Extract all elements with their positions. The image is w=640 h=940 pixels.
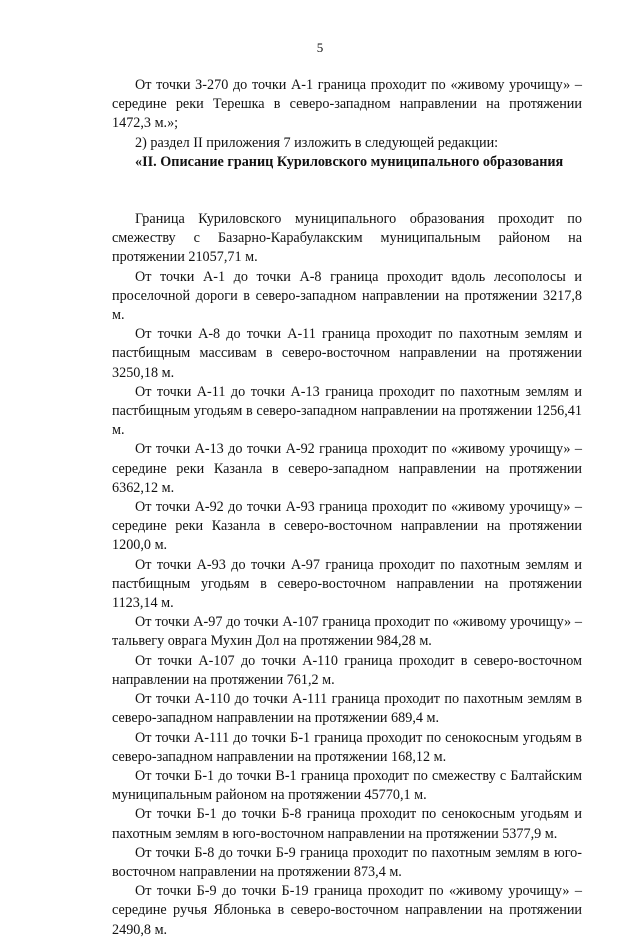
paragraph-boundary-intro: Граница Куриловского муниципального образования проходит по смежеству с Базарно-Карабулакским муниципальным районом на протяжении 21057,71 м. <box>112 211 582 266</box>
document-body <box>112 76 582 940</box>
paragraph-boundary-segment: От точки Б-1 до точки В-1 граница проходит по смежеству с Балтайским муниципальным районом на протяжении 45770,1 м. <box>112 767 582 804</box>
paragraph-boundary-segment: От точки А-93 до точки А-97 граница проходит по пахотным землям и пастбищным угодьям в северо-восточном направлении на протяжении 1123,14 м. <box>112 556 582 612</box>
paragraph-boundary-segment: От точки Б-1 до точки Б-8 граница проходит по сенокосным угодьям и пахотным землям в юго-восточном направлении на протяжении 5377,9 м. <box>112 806 582 842</box>
paragraph-boundary-segment: От точки А-111 до точки Б-1 граница проходит по сенокосным угодьям в северо-западном направлении на протяжении 168,12 м. <box>112 729 582 765</box>
paragraph-boundary-segment: От точки А-13 до точки А-92 граница проходит по «живому урочищу» – середине реки Казанла в северо-западном направлении на протяжении 6362,12 м. <box>112 441 582 496</box>
paragraph-boundary-segment: От точки Б-9 до точки Б-19 граница проходит по «живому урочищу» – середине ручья Яблонька в северо-восточном направлении на протяжении 2490,8 м. <box>112 883 582 938</box>
page-number: 5 <box>316 40 324 55</box>
paragraph-boundary-segment: От точки А-11 до точки А-13 граница проходит по пахотным землям и пастбищным угодьям в северо-западном направлении на протяжении 1256,41 м. <box>112 383 582 439</box>
paragraph-section-instruction: 2) раздел II приложения 7 изложить в следующей редакции: <box>135 134 499 151</box>
paragraph-boundary-segment: От точки А-92 до точки А-93 граница проходит по «живому урочищу» – середине реки Казанла в северо-восточном направлении на протяжении 1200,0 м. <box>112 499 582 554</box>
paragraph-boundary-segment: От точки А-1 до точки А-8 граница проходит вдоль лесополосы и проселочной дороги в северо-западном направлении на протяжении 3217,8 м. <box>112 268 582 324</box>
section-heading: «II. Описание границ Куриловского муниципального образования <box>135 153 564 170</box>
paragraph-boundary-segment: От точки А-97 до точки А-107 граница проходит по «живому урочищу» – тальвегу оврага Мухин Дол на протяжении 984,28 м. <box>112 614 582 650</box>
paragraph-boundary-segment: От точки Б-8 до точки Б-9 граница проходит по пахотным землям в юго-восточном направлении на протяжении 873,4 м. <box>112 844 582 880</box>
paragraph-boundary-segment: От точки А-107 до точки А-110 граница проходит в северо-восточном направлении на протяжении 761,2 м. <box>112 652 582 688</box>
paragraph-boundary-segment: От точки А-8 до точки А-11 граница проходит по пахотным землям и пастбищным массивам в северо-восточном направлении на протяжении 3250,18 м. <box>112 326 582 381</box>
paragraph-previous-boundary: От точки З-270 до точки А-1 граница проходит по «живому урочищу» – середине реки Терешка в северо-западном направлении на протяжении 1472,3 м.»; <box>112 77 582 132</box>
paragraph-boundary-segment: От точки А-110 до точки А-111 граница проходит по пахотным землям в северо-западном направлении на протяжении 689,4 м. <box>112 691 582 727</box>
